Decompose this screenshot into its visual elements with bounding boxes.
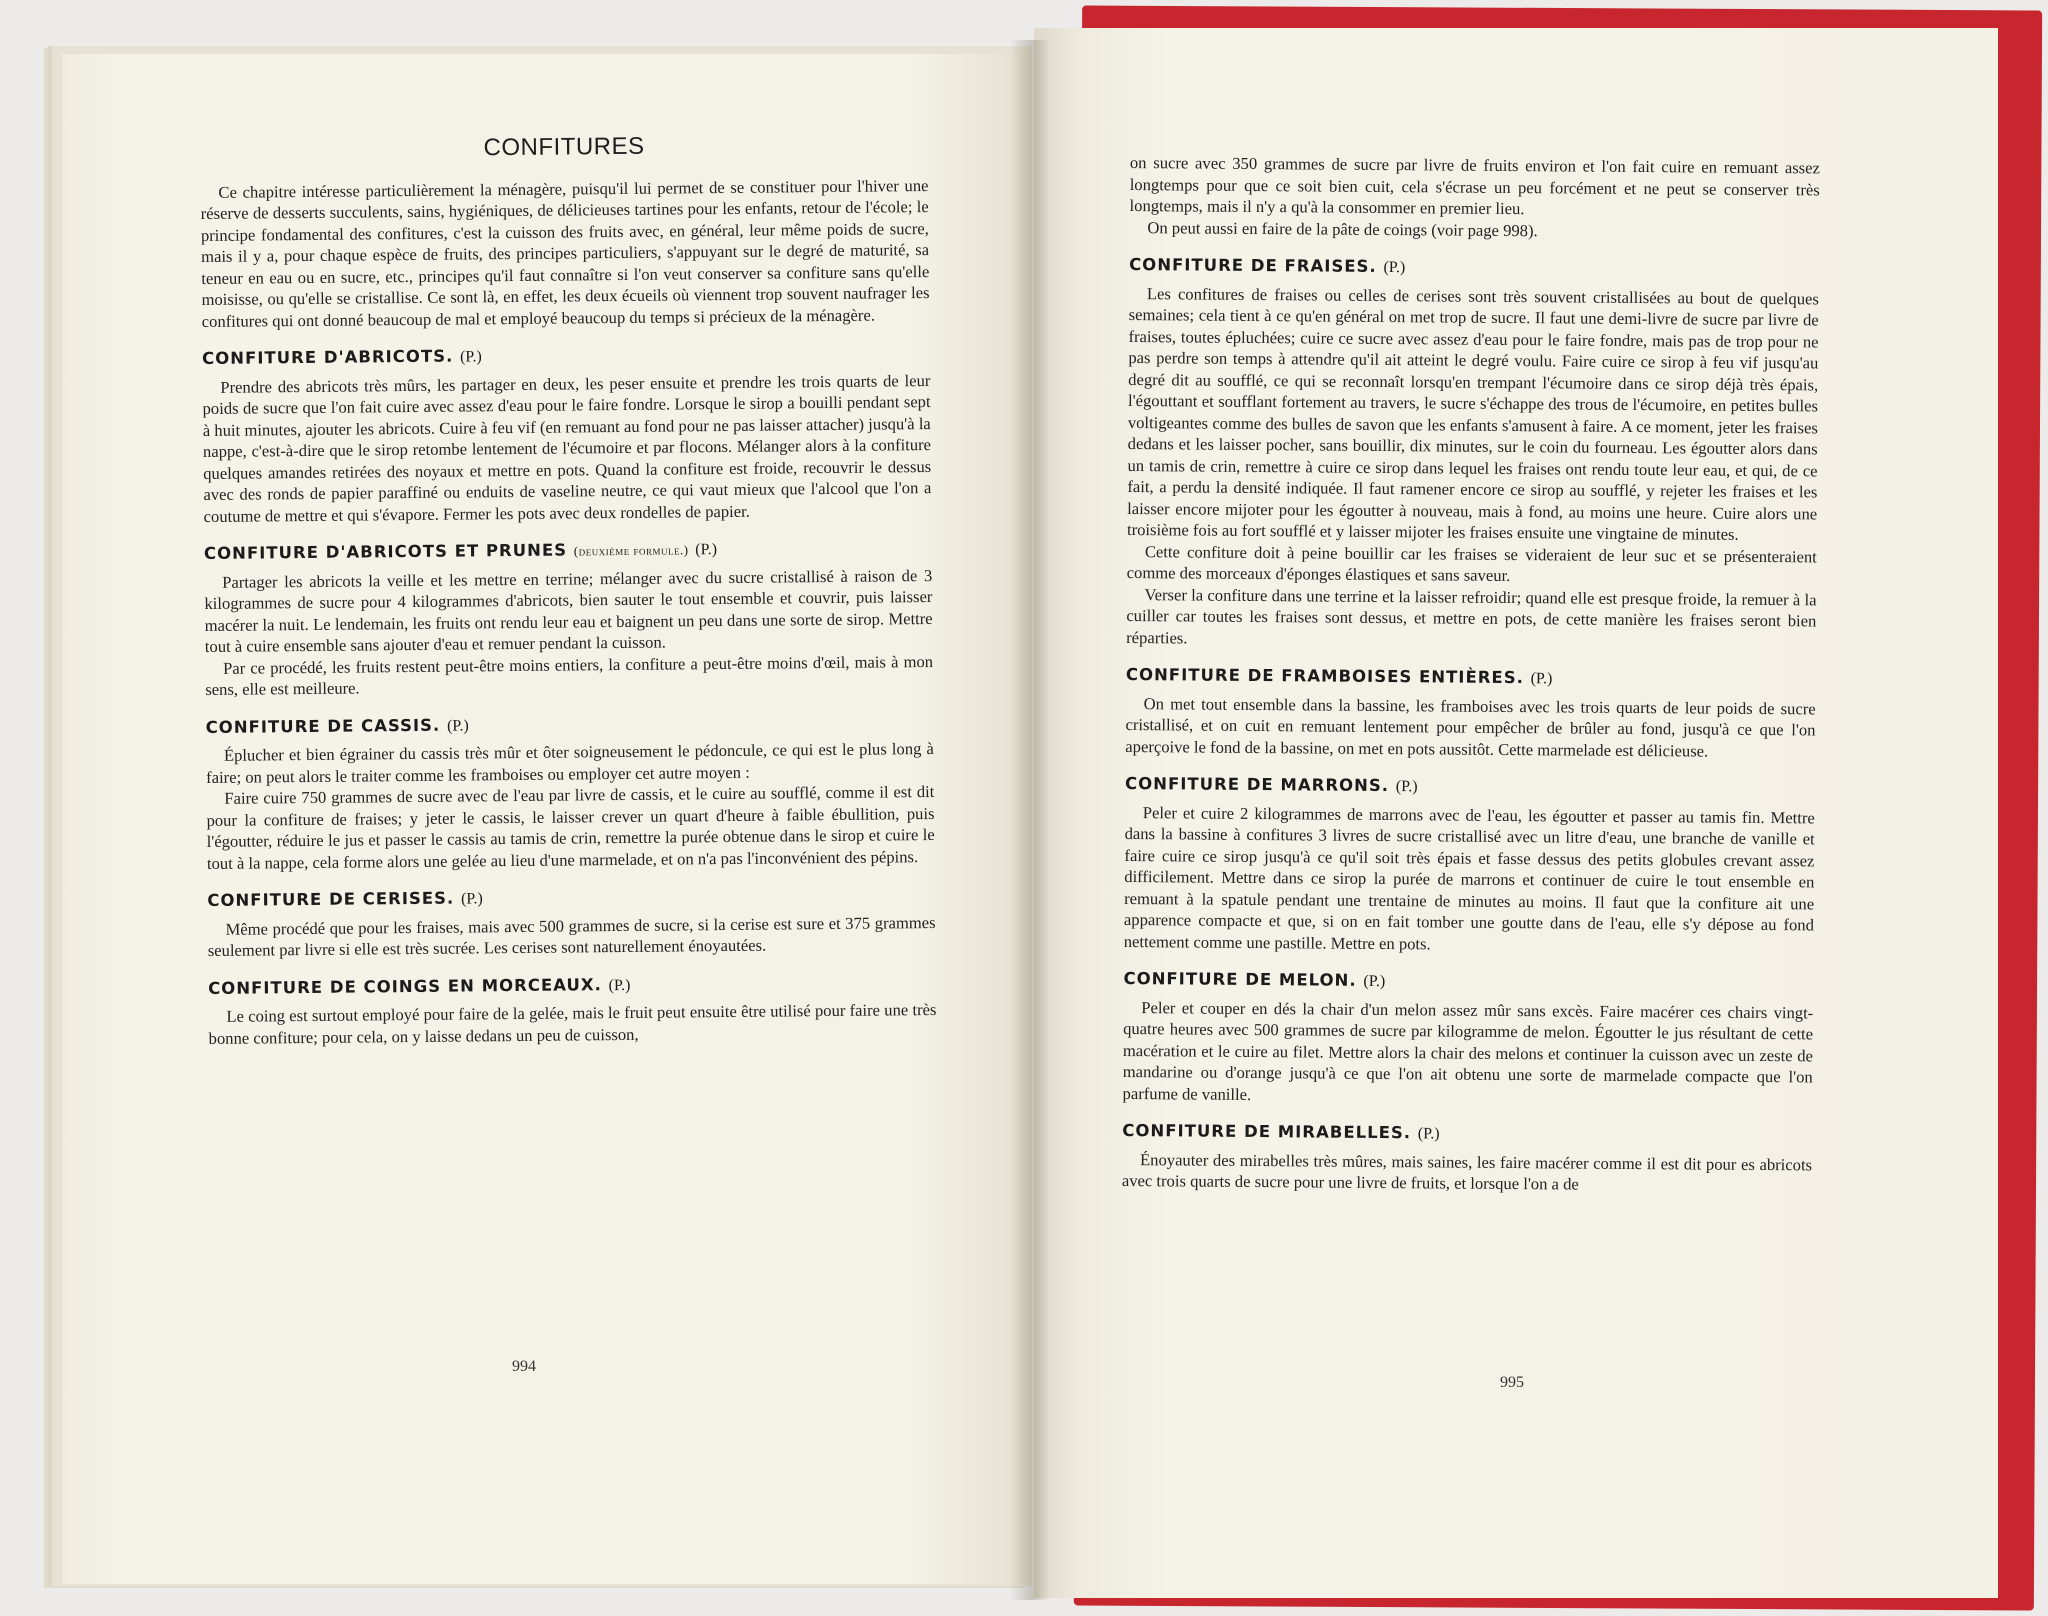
right-page-text [1122,152,1820,1197]
recipe-heading [1122,1120,1812,1148]
recipe-tag: (P.) [459,348,482,366]
recipe-heading [207,883,935,912]
recipe-section [206,709,935,873]
recipe-title: CONFITURE DE FRAISES. [1129,254,1377,276]
recipe-section [1125,664,1816,762]
page-number-left: 994 [512,1358,536,1375]
recipe-paragraph: Énoyauter des mirabelles très mûres, mais saines, les faire macérer comme il est dit pour es abricots avec trois quarts de sucre pour une livre de fruits, et lorsque l'on a de [1121,1149,1813,1194]
recipe-tag: (P.) [695,541,718,559]
recipe-paragraph: On met tout ensemble dans la bassine, les framboises avec les trois quarts de leur poids de sucre cristallisé, et on cuit en remuant lentement pour empêcher de brûler au fond, jusqu'à ce que l'on aperçoive le fond de la bassine, on met en pots aussitôt. Cette marmelade est délicieuse. [1125,693,1816,761]
recipe-paragraph: Peler et cuire 2 kilogrammes de marrons avec de l'eau, les égoutter et passer au tamis fin. Mettre dans la bassine à confitures 3 livres de sucre cristallisé avec un litre d'eau, une branche de vanille et faire cuire ce sirop jusqu'à ce qu'il soit très épais et fasse dessus des petits globules crevant assez difficilement. Mettre dans ce sirop la purée de marrons et continuer de cuire le tout ensemble en remuant à la spatule pendant une trentaine de minutes au moins. Il faut que la confiture ait une apparence compacte et que, si on en fait tomber une goutte dans de l'eau, elle s'y dépose au fond nettement comme une pastille. Mettre en pots. [1123,802,1815,953]
recipe-paragraph: Cette confiture doit à peine bouillir car les fraises se videraient de leur suc et se présenteraient comme des morceaux d'éponges élastiques et sans saveur. [1126,541,1817,585]
recipe-section [202,341,932,527]
recipe-tag: (P.) [460,890,483,908]
recipe-heading [1126,664,1816,692]
recipe-heading [208,970,936,999]
recipe-tag: (P.) [1417,1125,1440,1143]
recipe-section [204,536,933,700]
recipe-paragraph: Faire cuire 750 grammes de sucre avec de l'eau par livre de cassis, et le cuire au soufflé, comme il est dit pour la confiture de fraises; y jeter le cassis, le laisser crever un quart d'heure à faible ébullition, puis l'égoutter, réduire le jus et passer le cassis au tamis de crin, remettre la purée obtenue dans le sirop et cuire le tout à la nappe, cela forme alors une gelée au lieu d'une marmelade, et on n'a pas l'inconvénient des pépins. [206,781,935,873]
recipe-tag: (P.) [1383,258,1406,277]
recipe-heading [1129,254,1819,282]
recipe-title: CONFITURE DE MIRABELLES. [1122,1120,1412,1143]
recipe-heading [204,536,932,565]
recipe-paragraph: Les confitures de fraises ou celles de cerises sont très souvent cristallisées au bout de quelques semaines; cela tient à ce qu'en général on met trop de sucre. Il faut une demi-livre de sucre par livre de fraises, toutes épluchées; cuire ce sucre avec assez d'eau pour le faire fondre, mais pas de trop pour ne pas perdre son temps à attendre qu'il ait atteint le degré voulu. Faire cuire ce sirop à feu vif jusqu'au degré dit au soufflé, ce qui se reconnaît lorsqu'en trempant l'écumoire dans ce sirop déjà très épais, l'égouttant et soufflant fortement au travers, le sucre s'échappe des trous de l'écumoire, en petites bulles voltigeantes comme des bulles de savon que les enfants s'amusent à faire. A ce moment, jeter les fraises dedans et les laisser pocher, sans bouillir, dix minutes, sur le coin du fourneau. Les égoutter alors dans un tamis de crin, remettre à cuire ce sirop dans lequel les fraises ont rendu toute leur eau, et qui, de ce fait, a perdu la densité indiquée. Il faut ramener encore ce sirop au soufflé, y rejeter les fraises et les laisser encore mijoter pour les égoutter à nouveau, mais à fond, au moins une heure. Cuire alors une troisième fois au fort soufflé et y laisser mijoter les fraises ensuite une vingtaine de minutes. [1126,283,1819,544]
left-page-text [200,133,937,1049]
recipe-title: CONFITURE DE CERISES. [207,888,455,910]
recipe-heading [206,709,934,738]
recipe-heading [1125,773,1815,801]
recipe-section [1124,773,1815,957]
right-recipes [1122,254,1819,1197]
recipe-heading [1123,968,1813,996]
recipe-title: CONFITURE DE MARRONS. [1124,773,1390,796]
recipe-subtitle: (deuxième formule.) [573,542,689,559]
recipe-tag: (P.) [446,716,469,735]
recipe-section [1126,254,1819,653]
recipe-section [207,883,936,961]
book-spine [1010,40,1050,1600]
recipe-paragraph: Même procédé que pour les fraises, mais avec 500 grammes de sucre, si la cerise est sure et 375 grammes seulement par livre si elle est très sucrée. Les cerises sont naturellement énoyautées. [207,912,936,960]
recipe-title: CONFITURE DE CASSIS. [205,715,441,737]
recipe-paragraph: Partager les abricots la veille et les mettre en terrine; mélanger avec du sucre cristallisé à raison de 3 kilogrammes de sucre pour 4 kilogrammes d'abricots, bien sauter le tout ensemble et couvrir, puis laisser macérer la nuit. Le lendemain, les fruits ont rendu leur eau et baignent un peu dans une sorte de sirop. Mettre tout à cuire ensemble sans ajouter d'eau et remuer pendant la cuisson. [204,565,933,656]
recipe-title: CONFITURE D'ABRICOTS. [202,346,454,368]
recipe-paragraph: Verser la confiture dans une terrine et la laisser refroidir; quand elle est presque froide, la remuer à la cuiller car toutes les fraises sont dessus, et mettre en pots, de cette manière les fraises seront bien réparties. [1126,584,1817,647]
left-recipes [202,341,937,1049]
recipe-paragraph: Peler et couper en dés la chair d'un melon assez mûr sans excès. Faire macérer ces chairs vingt-quatre heures avec 500 grammes de sucre par kilogramme de melon. Égoutter le jus résultant de cette macération et le cuire au filet. Mettre alors la chair des melons et continuer la cuisson avec un zeste de mandarine ou d'orange jusqu'à ce que l'on ait obtenu une sorte de marmelade compacte que l'on parfume de vanille. [1122,997,1814,1104]
recipe-heading [202,341,930,370]
recipe-section [208,970,937,1048]
page-number-right: 995 [1500,1374,1524,1391]
recipe-title: CONFITURE DE COINGS EN MORCEAUX. [208,974,602,998]
recipe-title: CONFITURE DE MELON. [1123,968,1357,990]
recipe-paragraph: Éplucher et bien égrainer du cassis très mûr et ôter soigneusement le pédoncule, ce qui est le plus long à faire; on peut alors le traiter comme les framboises ou employer cet autre moyen : [206,738,934,787]
recipe-tag: (P.) [1530,670,1553,688]
recipe-paragraph: Le coing est surtout employé pour faire de la gelée, mais le fruit peut ensuite être utilisé pour faire une très bonne confiture; pour cela, on y laisse dedans un peu de cuisson, [208,999,937,1048]
recipe-paragraph: Prendre des abricots très mûrs, les partager en deux, les peser ensuite et prendre les trois quarts de leur poids de sucre que l'on fait cuire avec assez d'eau pour le faire fondre. Lorsque le sirop a bouilli pendant sept à huit minutes, ajouter les abricots. Cuire à feu vif (en remuant au fond pour ne pas laisser attacher) jusqu'à la nappe, c'est-à-dire que le sirop retombe lentement de l'écumoire et par flocons. Mélanger alors à la confiture quelques amandes retirées des noyaux et mettre en pots. Quand la confiture est froide, recouvrir le dessus avec des ronds de papier paraffiné ou enduits de vaseline neutre, ce qui vaut mieux que l'alcool que l'on a coutume de mettre et qui s'évapore. Fermer les pots avec deux rondelles de papier. [202,370,932,526]
recipe-section [1123,968,1814,1109]
intro-paragraph: Ce chapitre intéresse particulièrement la ménagère, puisqu'il lui permet de se constituer pour l'hiver une réserve de desserts succulents, sains, hygiéniques, de délicieuses tartines pour les enfants, retour de l'école; le principe fondamental des confitures, c'est la cuisson des fruits avec, en général, leur même poids de sucre, mais il y a, pour chaque espèce de fruits, des principes particuliers, s'appuyant sur le degré de maturité, sa teneur en eau ou en sucre, etc., principes qu'il faut connaître si l'on veut conserver sa confiture sans qu'elle moisisse, ou qu'elle se cristallise. Ce sont là, en effet, les deux écueils où viennent trop souvent naufrager les confitures qui ont donné beaucoup de mal et employé beaucoup du temps si précieux de la ménagère. [200,175,930,331]
continuation-paragraph: on sucre avec 350 grammes de sucre par livre de fruits environ et l'on fait cuire en remuant assez longtemps pour que ce soit bien cuit, cela s'écrase un peu forcément et ne peut se conserver très longtemps, mais il n'y a qu'à la consommer en premier lieu. [1129,152,1820,219]
continuation-text [1129,152,1820,243]
chapter-title: CONFITURES [483,132,645,162]
recipe-title: CONFITURE DE FRAMBOISES ENTIÈRES. [1125,664,1524,688]
recipe-tag: (P.) [1395,778,1418,796]
recipe-title: CONFITURE D'ABRICOTS ET PRUNES [203,540,568,563]
recipe-tag: (P.) [1363,972,1386,991]
recipe-tag: (P.) [608,976,631,994]
recipe-paragraph: Par ce procédé, les fruits restent peut-être moins entiers, la confiture a peut-être moins d'œil, mais à mon sens, elle est meilleure. [205,651,934,699]
recipe-section [1122,1120,1813,1197]
continuation-paragraph: On peut aussi en faire de la pâte de coings (voir page 998). [1147,217,1538,240]
